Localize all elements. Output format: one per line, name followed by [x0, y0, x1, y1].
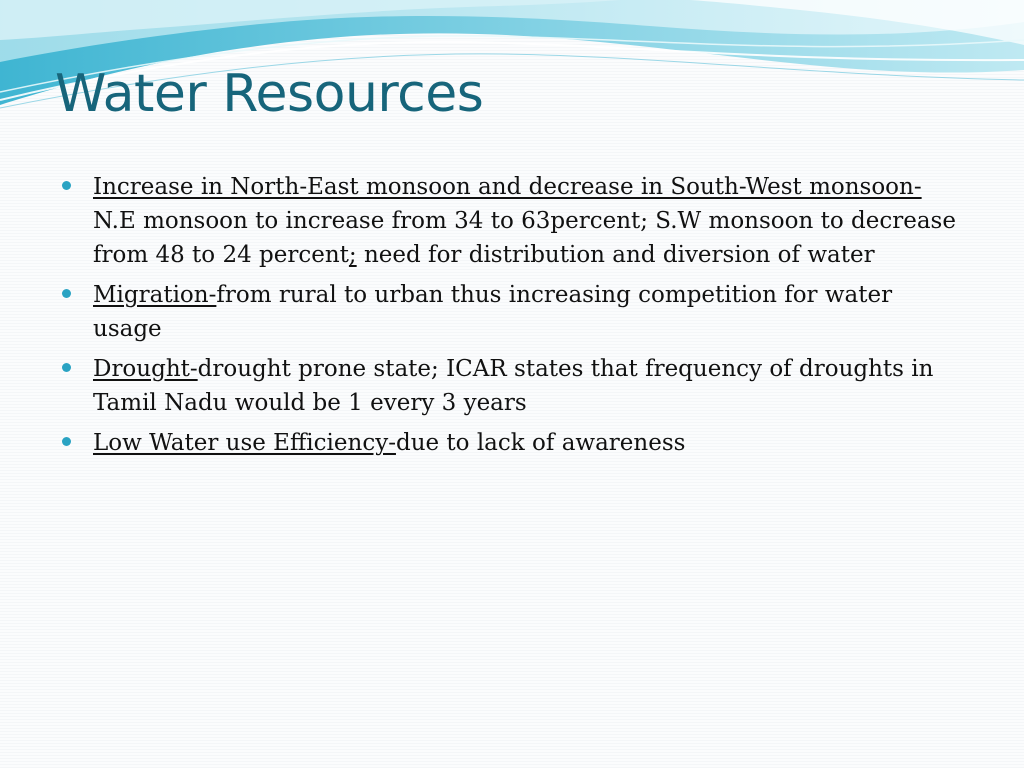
bullet-text: drought prone state; ICAR states that frequency of droughts in Tamil Nadu would be 1 every 3 years: [93, 356, 934, 416]
bullet-item-monsoon: [62, 170, 962, 272]
bullet-text: from rural to urban thus increasing competition for water usage: [93, 282, 893, 342]
bullet-item-migration: [62, 278, 962, 346]
bullet-text: due to lack of awareness: [395, 430, 686, 456]
bullet-dot-icon: [62, 363, 71, 372]
bullet-list: [62, 170, 962, 466]
bullet-heading: Drought-: [93, 356, 198, 382]
bullet-item-drought: [62, 352, 962, 420]
bullet-dot-icon: [62, 289, 71, 298]
bullet-separator: ;: [348, 242, 357, 268]
bullet-item-efficiency: [62, 426, 962, 460]
slide-title: Water Resources: [55, 64, 484, 124]
bullet-heading: Increase in North-East monsoon and decrease in South-West monsoon-: [93, 174, 922, 200]
bullet-heading: Migration-: [93, 282, 217, 308]
bullet-dot-icon: [62, 181, 71, 190]
bullet-dot-icon: [62, 437, 71, 446]
bullet-tail: need for distribution and diversion of water: [356, 242, 875, 268]
bullet-heading: Low Water use Efficiency-: [93, 430, 396, 456]
bullet-text: N.E monsoon to increase from 34 to 63percent; S.W monsoon to decrease from 48 to 24 percent: [93, 208, 956, 268]
